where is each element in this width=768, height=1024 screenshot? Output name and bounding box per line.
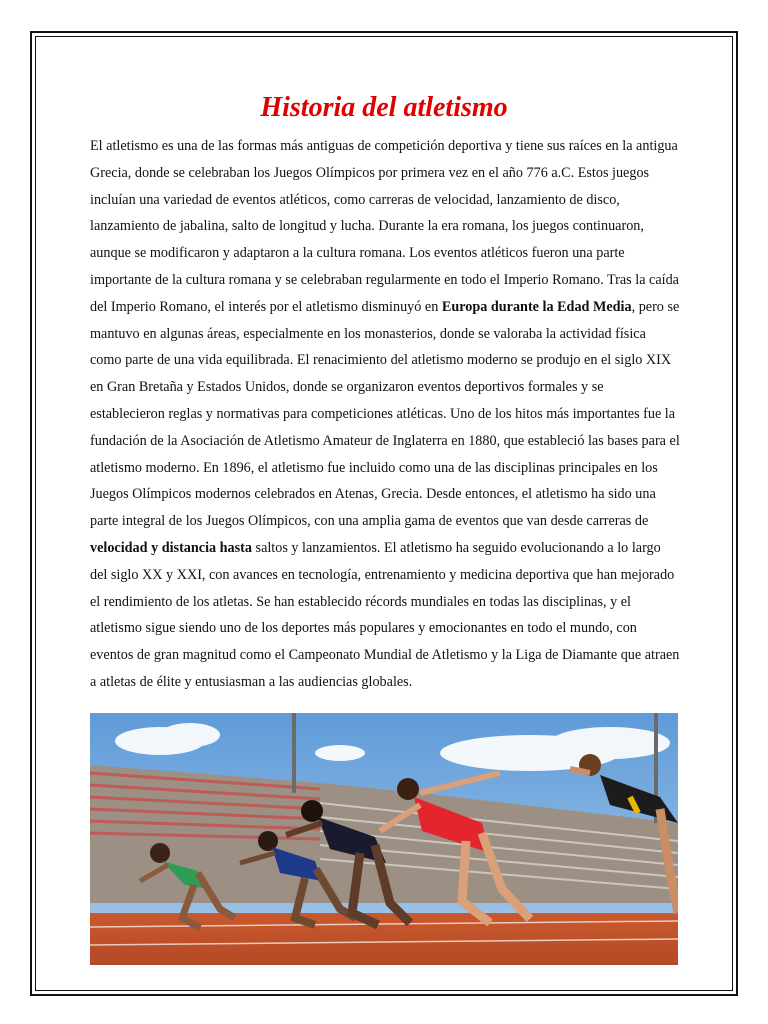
paragraph-text-2: , pero se mantuvo en algunas áreas, especialmente en los monasterios, donde se valoraba la actividad física como parte de una vida equilibrada. El renacimiento del atletismo moderno se produjo en el siglo XIX en Gran Bretaña y Estados Unidos, donde se organizaron eventos deportivos formales y se establecieron reglas y normativas para competiciones atléticas. Uno de los hitos más importantes fue la fundación de la Asociación de Atletismo Amateur de Inglaterra en 1880, que estableció las bases para el atletismo moderno. En 1896, el atletismo fue incluido como una de las disciplinas principales en los Juegos Olímpicos modernos celebrados en Atenas, Grecia. Desde entonces, el atletismo ha sido una parte integral de los Juegos Olímpicos, con una amplia gama de eventos que van desde carreras de: [90, 298, 680, 530]
paragraph-bold-1: Europa durante la Edad Media: [441, 298, 632, 315]
body-paragraph: [90, 133, 680, 696]
paragraph-text-3: saltos y lanzamientos. El atletismo ha seguido evolucionando a lo largo del siglo XX y XXI, con avances en tecnología, entrenamiento y medicina deportiva que han mejorado el rendimiento de los atletas. Se han establecido récords mundiales en todas las disciplinas, y el atletismo sigue siendo uno de los deportes más populares y emocionantes en todo el mundo, con eventos de gran magnitud como el Campeonato Mundial de Atletismo y la Liga de Diamante que atraen a atletas de élite y entusiasman a las audiencias globales.: [90, 539, 680, 690]
running-track: [90, 913, 678, 965]
paragraph-text-1: El atletismo es una de las formas más antiguas de competición deportiva y tiene sus raíces en la antigua Grecia, donde se celebraban los Juegos Olímpicos por primera vez en el año 776 a.C. Estos juegos incluían una variedad de eventos atléticos, como carreras de velocidad, lanzamiento de disco, lanzamiento de jabalina, salto de longitud y lucha. Durante la era romana, los juegos continuaron, aunque se modificaron y adaptaron a la cultura romana. Los eventos atléticos fueron una parte importante de la cultura romana y se celebraban regularmente en todo el Imperio Romano. Tras la caída del Imperio Romano, el interés por el atletismo disminuyó en: [90, 138, 679, 315]
document-title: Historia del atletismo: [260, 92, 508, 123]
sprinters-illustration: [90, 713, 678, 965]
sprinters-photo: [90, 713, 678, 965]
paragraph-bold-2: velocidad y distancia hasta: [90, 539, 252, 556]
